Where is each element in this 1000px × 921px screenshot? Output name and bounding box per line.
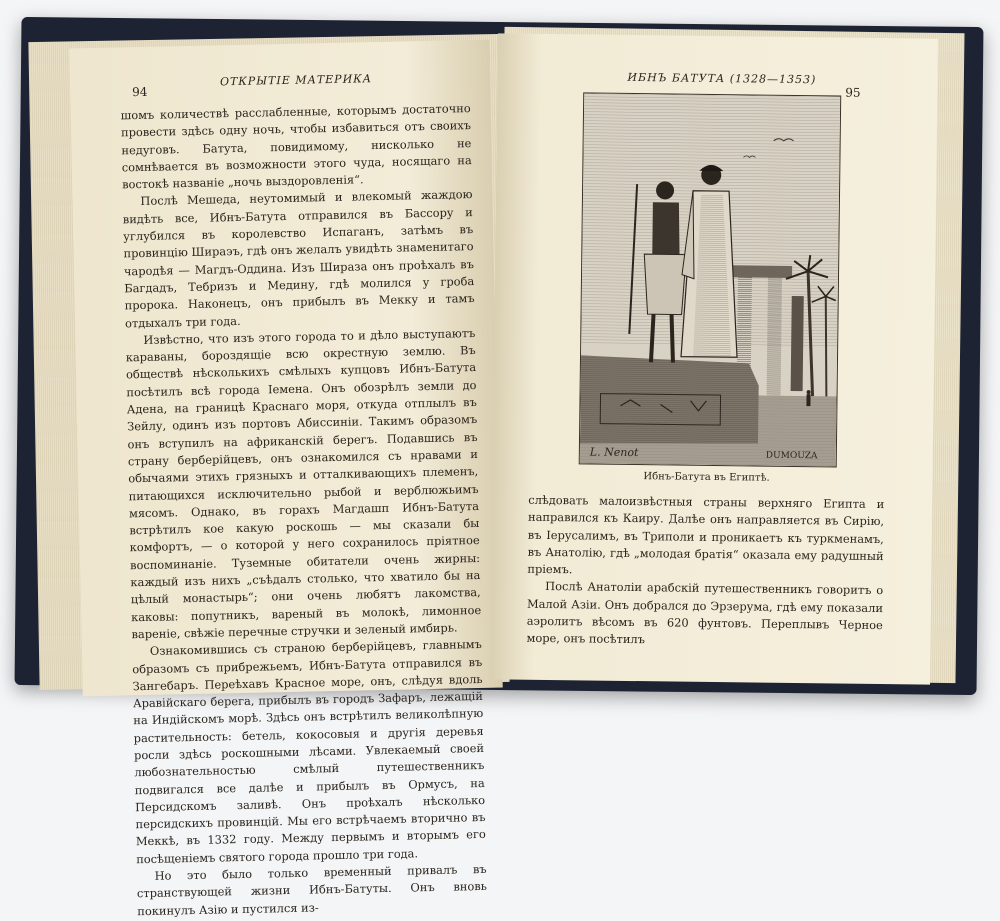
paragraph: Ознакомившись съ страною берберійцевъ, главнымъ образомъ съ прибрежьемъ, Ибнъ-Батута отправился въ Зангебаръ. Переѣхавъ Красное море, онъ, слѣдуя вдоль Аравійскаго берега, прибылъ въ городъ Зафаръ, лежащій на Индійскомъ морѣ. Здѣсь онъ встрѣтилъ великолѣпную растительность: бетель, кокосовыя и другія деревья росли здѣсь роскошными лѣсами. Увлекаемый своей любознательностью смѣлый путешественникъ подвигался все далѣе и прибылъ въ Ормусъ, на Персидскомъ заливѣ. Онъ проѣхалъ нѣсколько персидскихъ провинцій. Мы его встрѣчаемъ вторично въ Меккѣ, въ 1332 году. Между первымъ и вторымъ его посѣщеніемъ святого города прошло три года.: [132, 637, 486, 867]
running-head: ОТКРЫТІЕ МАТЕРИКА: [219, 72, 373, 89]
engraving-illustration: [579, 92, 842, 467]
engraver-signature: DUMOUZA: [765, 450, 818, 462]
distant-figure: [806, 390, 810, 406]
paragraph: Послѣ Анатоліи арабскій путешественникъ говоритъ о Малой Азіи. Онъ добрался до Эрзерума, гдѣ ему показали аэролитъ вѣсомъ въ 620 фунтовъ. Переплывъ Черное море, онъ посѣтилъ: [526, 579, 884, 647]
paragraph: слѣдовать малоизвѣстныя страны верхняго Египта и направился къ Каиру. Далѣе онъ направляется въ Сирію, въ Іерусалимъ, въ Триполи и проникаетъ къ туркменамъ, въ Анатолію, гдѣ „молодая братія“ оказала ему радушный пріемъ.: [527, 492, 885, 577]
page-number: 95: [845, 85, 861, 100]
paragraph: Послѣ Мешеда, неутомимый и влекомый жаждою видѣть все, Ибнъ-Батута отправился въ Бассору и углубился въ королевство Испаганъ, затѣмъ въ провинцію Шираэъ, гдѣ онъ желалъ увидѣть знаменитаго чародѣя — Магдъ-Оддина. Изъ Шираза онъ проѣхалъ въ Багдадъ, Тебризъ и Медину, гдѣ молился у гроба пророка. Наконецъ, онъ прибылъ въ Мекку и тамъ отдыхалъ три года.: [122, 187, 475, 330]
left-page: [69, 40, 502, 918]
illustration-caption: Ибнъ-Батута въ Египтѣ.: [643, 471, 770, 484]
paragraph: Но это было только временный привалъ въ странствующей жизни Ибнъ-Батуты. Онъ вновь покинулъ Азію и пустился из-: [136, 861, 488, 918]
paragraph: шомъ количествѣ расслабленные, которымъ достаточно провести здѣсь одну ночь, чтобы избавиться отъ своихъ недуговъ. Батута, повидимому, нисколько не сомнѣвается въ возможности этого чуда, носящаго на востокѣ названіе „ночь выздоровленія“.: [120, 101, 472, 192]
engraving-drawing: [580, 93, 841, 466]
body-text: [526, 492, 884, 652]
running-head: ИБНЪ БАТУТА (1328—1353): [627, 70, 817, 87]
stone-block: [580, 355, 759, 445]
page-number: 94: [132, 84, 148, 100]
paragraph: Извѣстно, что изъ этого города то и дѣло выступаютъ караваны, бороздящіе всю окрестную землю. Въ обществѣ нѣсколькихъ смѣлыхъ купцовъ Ибнъ-Батута посѣтилъ всѣ города Іемена. Онъ обозрѣлъ земли до Адена, на границѣ Краснаго моря, откуда отплылъ въ Зейлу, одинъ изъ портовъ Абиссиніи. Такимъ образомъ онъ вступилъ на африканскій берегъ. Подавшись въ страну берберійцевъ, онъ ознакомился съ нравами и обычаями этихъ грязныхъ и отталкивающихъ племенъ, питающихся исключительно рыбой и верблюжьимъ мясомъ. Однако, въ горахъ Магдашп Ибнъ-Батута встрѣтилъ кое какую роскошь — мы сказали бы комфортъ, — о которой у него сохранилось пріятное воспоминаніе. Туземные обитатели очень жирны: каждый изъ нихъ „съѣдалъ столько, что хватило бы на цѣлый монастырь“; они очень любятъ лакомства, каковы: попутникъ, вареный въ молокѣ, лимонное вареніе, свѣжіе перечные стручки и зеленый имбирь.: [125, 325, 482, 642]
body-text: [121, 100, 488, 920]
artist-signature: L. Nenot: [589, 445, 639, 460]
right-page: [490, 33, 938, 684]
